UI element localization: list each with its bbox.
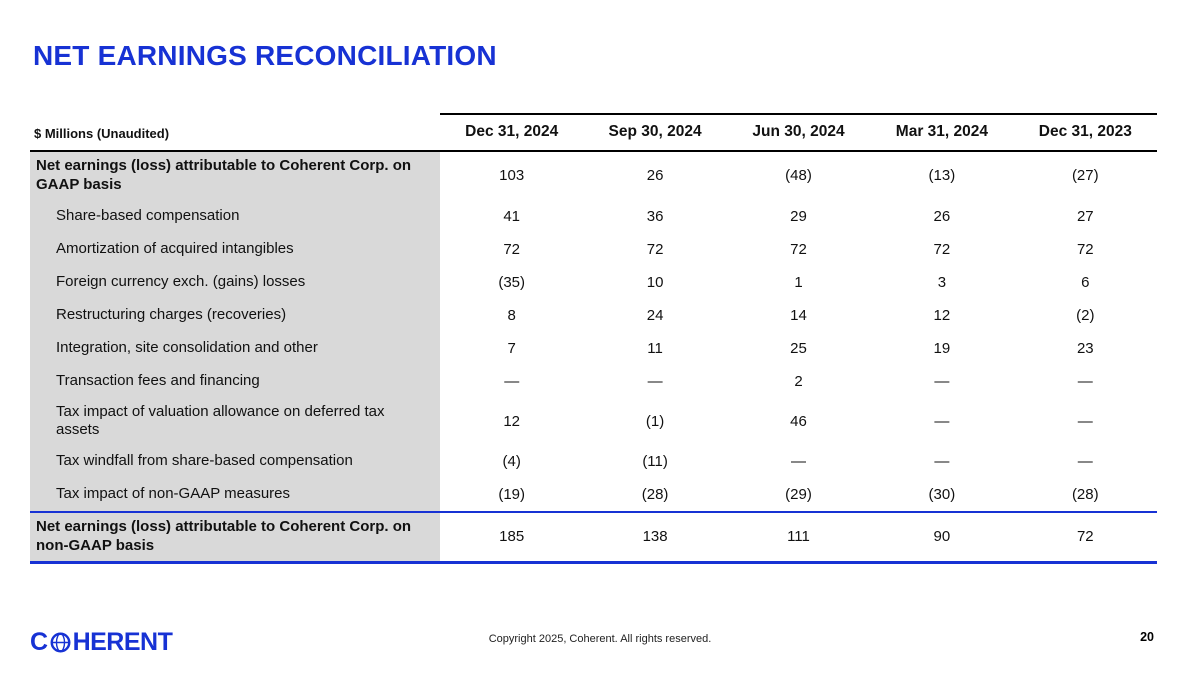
row-value: 24 xyxy=(646,306,664,324)
row-label: Integration, site consolidation and other xyxy=(30,332,440,365)
page-number: 20 xyxy=(1140,630,1154,644)
row-value: 19 xyxy=(933,339,951,357)
row-value: 8 xyxy=(507,306,516,324)
row-label: Tax impact of valuation allowance on deferred tax assets xyxy=(30,398,440,446)
row-value: — xyxy=(934,453,950,470)
row-value: 72 xyxy=(1076,240,1094,258)
table-row xyxy=(30,445,1157,478)
row-label: Foreign currency exch. (gains) losses xyxy=(30,266,440,299)
row-value: (35) xyxy=(498,273,526,291)
table-row xyxy=(30,398,1157,446)
table-row xyxy=(30,299,1157,332)
row-label: Net earnings (loss) attributable to Coherent Corp. on non-GAAP basis xyxy=(30,513,440,561)
table-header-row xyxy=(30,113,1157,152)
row-value: 7 xyxy=(507,339,516,357)
unit-label: $ Millions (Unaudited) xyxy=(30,126,440,150)
logo-text-suffix: HERENT xyxy=(72,628,173,656)
table-row xyxy=(30,152,1157,200)
row-value: — xyxy=(790,453,806,470)
reconciliation-table xyxy=(30,113,1157,564)
row-value: 138 xyxy=(642,528,668,546)
table-row xyxy=(30,266,1157,299)
row-value: 2 xyxy=(794,372,803,390)
row-value: 46 xyxy=(790,412,807,430)
row-value: (28) xyxy=(1071,486,1099,503)
column-header: Sep 30, 2024 xyxy=(583,113,726,150)
row-value: — xyxy=(934,372,950,390)
row-value: 25 xyxy=(790,339,807,357)
column-header: Jun 30, 2024 xyxy=(727,113,870,150)
row-value: (29) xyxy=(785,486,812,503)
row-label: Restructuring charges (recoveries) xyxy=(30,299,440,332)
row-value: 12 xyxy=(933,306,951,324)
row-value: (13) xyxy=(928,167,956,185)
row-label: Tax impact of non-GAAP measures xyxy=(30,478,440,511)
table-row xyxy=(30,200,1157,233)
row-value: 1 xyxy=(794,273,803,291)
column-header: Dec 31, 2023 xyxy=(1014,113,1157,150)
row-value: 185 xyxy=(499,528,525,546)
table-row xyxy=(30,365,1157,398)
row-value: (11) xyxy=(642,453,668,470)
row-value: 90 xyxy=(933,528,951,546)
row-value: (4) xyxy=(502,453,521,470)
row-value: 72 xyxy=(1076,528,1094,546)
row-value: 72 xyxy=(790,240,807,258)
logo-text-prefix: C xyxy=(30,628,48,656)
copyright-text: Copyright 2025, Coherent. All rights reserved. xyxy=(488,633,712,645)
row-value: 11 xyxy=(647,339,663,357)
row-value: 111 xyxy=(787,528,810,546)
column-header: Dec 31, 2024 xyxy=(440,113,583,150)
row-value: (30) xyxy=(928,486,956,503)
row-value: (48) xyxy=(785,167,812,185)
row-value: 3 xyxy=(937,273,947,291)
row-value: 10 xyxy=(646,273,664,291)
row-value: — xyxy=(934,412,950,430)
row-value: — xyxy=(1077,412,1093,430)
table-row xyxy=(30,511,1157,564)
column-header: Mar 31, 2024 xyxy=(870,113,1013,150)
row-value: 23 xyxy=(1076,339,1094,357)
row-label: Net earnings (loss) attributable to Coherent Corp. on GAAP basis xyxy=(30,152,440,200)
row-value: (27) xyxy=(1071,167,1099,185)
row-value: — xyxy=(504,372,520,390)
row-value: 36 xyxy=(646,207,664,225)
row-value: (28) xyxy=(641,486,669,503)
row-value: (1) xyxy=(645,412,665,430)
row-label: Amortization of acquired intangibles xyxy=(30,233,440,266)
row-label: Transaction fees and financing xyxy=(30,365,440,398)
row-value: (19) xyxy=(498,486,526,503)
row-label: Share-based compensation xyxy=(30,200,440,233)
row-value: 12 xyxy=(503,412,521,430)
page-title: NET EARNINGS RECONCILIATION xyxy=(33,40,497,71)
row-value: 41 xyxy=(503,207,521,225)
table-body xyxy=(30,152,1157,564)
row-label: Tax windfall from share-based compensation xyxy=(30,445,440,478)
row-value: (2) xyxy=(1076,306,1095,324)
row-value: — xyxy=(647,372,663,390)
table-row xyxy=(30,478,1157,511)
table-row xyxy=(30,332,1157,365)
row-value: 27 xyxy=(1076,207,1094,225)
row-value: 6 xyxy=(1081,273,1090,291)
row-value: 103 xyxy=(499,167,525,185)
row-value: 26 xyxy=(933,207,951,225)
row-value: 72 xyxy=(646,240,664,258)
row-value: — xyxy=(1077,372,1093,390)
row-value: 72 xyxy=(503,240,521,258)
row-value: 72 xyxy=(933,240,951,258)
row-value: 26 xyxy=(646,167,664,185)
row-value: 29 xyxy=(790,207,807,225)
row-value: 14 xyxy=(790,306,807,324)
table-row xyxy=(30,233,1157,266)
row-value: — xyxy=(1077,453,1093,470)
